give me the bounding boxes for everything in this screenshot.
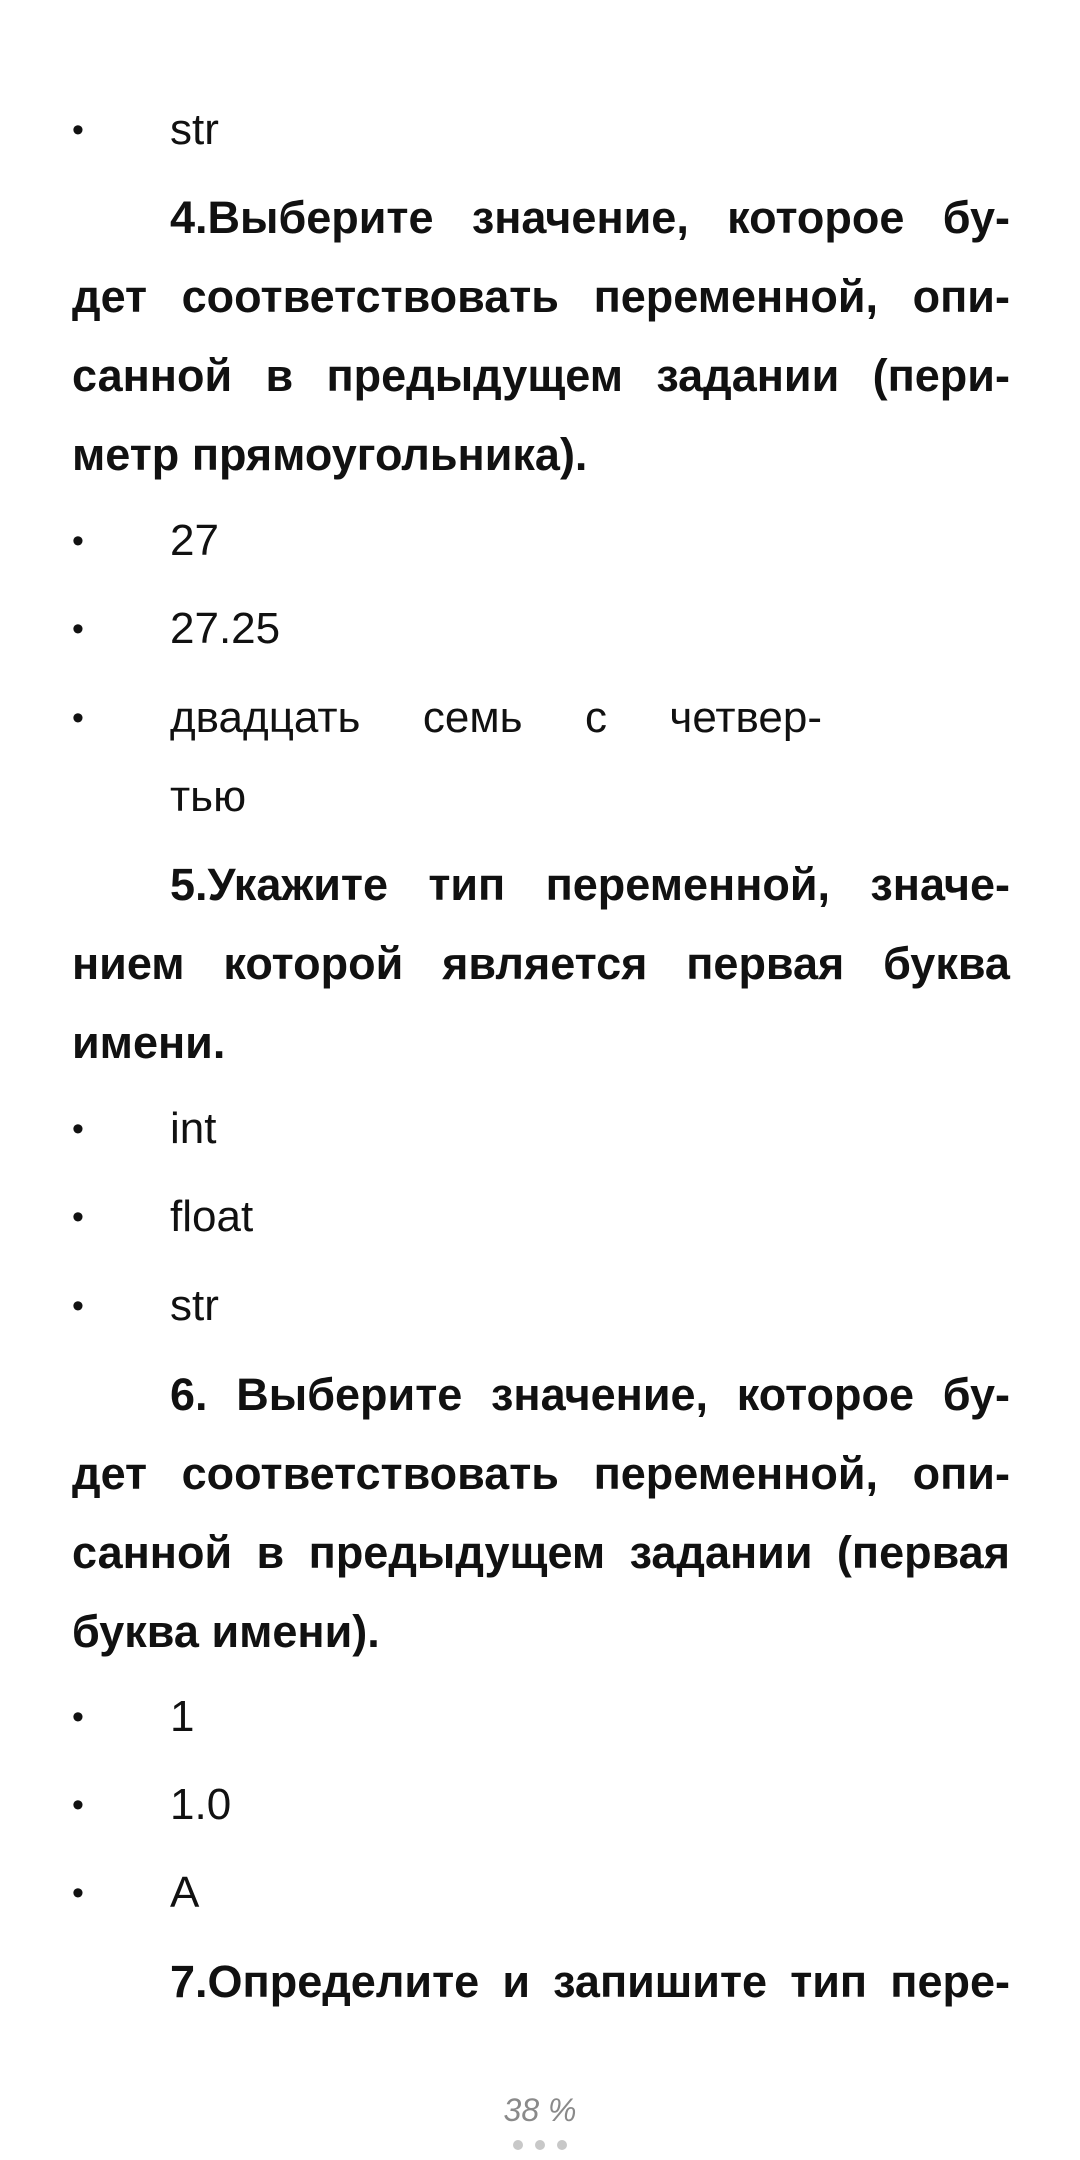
bullet-dot: • [72,522,84,560]
word: (первая [836,1527,1010,1578]
word: переменной, [545,859,831,910]
option-text [170,692,822,744]
question-line [72,178,1010,257]
option-text: 27 [170,516,219,565]
word: и [502,1956,530,2007]
word: бу- [942,1369,1010,1420]
word: семь [422,693,523,742]
question-line [72,1355,1010,1434]
word: которое [736,1369,915,1420]
bullet-dot: • [72,610,84,648]
word: имени). [211,1606,380,1657]
word: переменной, [593,1448,879,1499]
word: с [584,693,607,742]
bullet-dot: • [72,1287,84,1325]
option-text: int [170,1104,217,1153]
bullet-dot: • [72,1786,84,1824]
question-6 [72,1355,1010,1671]
question-7 [72,1942,1010,2021]
option-text: 1 [170,1692,195,1741]
word: в [256,1527,285,1578]
word: пере- [890,1956,1010,2007]
word: (пери- [872,350,1010,401]
question-5 [72,845,1010,1082]
word: санной [72,1527,233,1578]
dot-icon [557,2140,567,2150]
reading-progress: 38 % [503,2092,577,2128]
word: которой [223,938,404,989]
word: буква [883,938,1010,989]
word: соответствовать [181,1448,559,1499]
word: задании [656,350,840,401]
word: санной [72,350,233,401]
option-text: A [170,1868,200,1917]
bullet-dot: • [72,1874,84,1912]
word: предыдущем [308,1527,606,1578]
bullet-dot: • [72,111,84,149]
question-line [72,1434,1010,1513]
word: значение, [491,1369,709,1420]
word: тип [790,1956,868,2007]
bullet-dot: • [72,699,84,737]
option-text-continuation: тью [170,772,247,821]
word: тип [428,859,506,910]
word: предыдущем [326,350,624,401]
word: запишите [553,1956,768,2007]
word: прямоугольника). [191,429,588,480]
word: значе- [870,859,1010,910]
word: которое [727,192,905,243]
dot-icon [535,2140,545,2150]
question-line [72,845,1010,924]
question-line [72,1513,1010,1592]
question-4 [72,178,1010,494]
word: 6. [170,1369,208,1420]
word: нием [72,938,185,989]
word: имени. [72,1017,226,1068]
question-line [72,1592,1010,1671]
word: 5.Укажите [170,859,388,910]
word: значение, [471,192,689,243]
word: метр [72,429,180,480]
word: задании [629,1527,813,1578]
bullet-dot: • [72,1698,84,1736]
option-text: str [170,1281,219,1330]
option-text: float [170,1192,254,1241]
word: является [442,938,648,989]
word: двадцать [170,693,361,742]
question-line [72,924,1010,1003]
word: буква [72,1606,199,1657]
word: соответствовать [181,271,559,322]
question-line [72,1942,1010,2021]
word: опи- [912,1448,1010,1499]
word: четвер- [669,693,822,742]
word: 4.Выберите [170,192,434,243]
more-options-icon[interactable] [0,2140,1080,2150]
word: переменной, [593,271,879,322]
bullet-dot: • [72,1198,84,1236]
question-line [72,257,1010,336]
word: бу- [942,192,1010,243]
question-line [72,415,1010,494]
question-line [72,1003,1010,1082]
word: 7.Определите [170,1956,480,2007]
word: в [265,350,294,401]
list-item [0,692,1080,832]
word: дет [72,1448,148,1499]
option-text: str [170,105,219,154]
word: первая [686,938,845,989]
option-text: 1.0 [170,1780,232,1829]
question-line [72,336,1010,415]
word: опи- [912,271,1010,322]
option-text: 27.25 [170,604,281,653]
dot-icon [513,2140,523,2150]
word: дет [72,271,148,322]
word: Выберите [236,1369,463,1420]
bullet-dot: • [72,1110,84,1148]
